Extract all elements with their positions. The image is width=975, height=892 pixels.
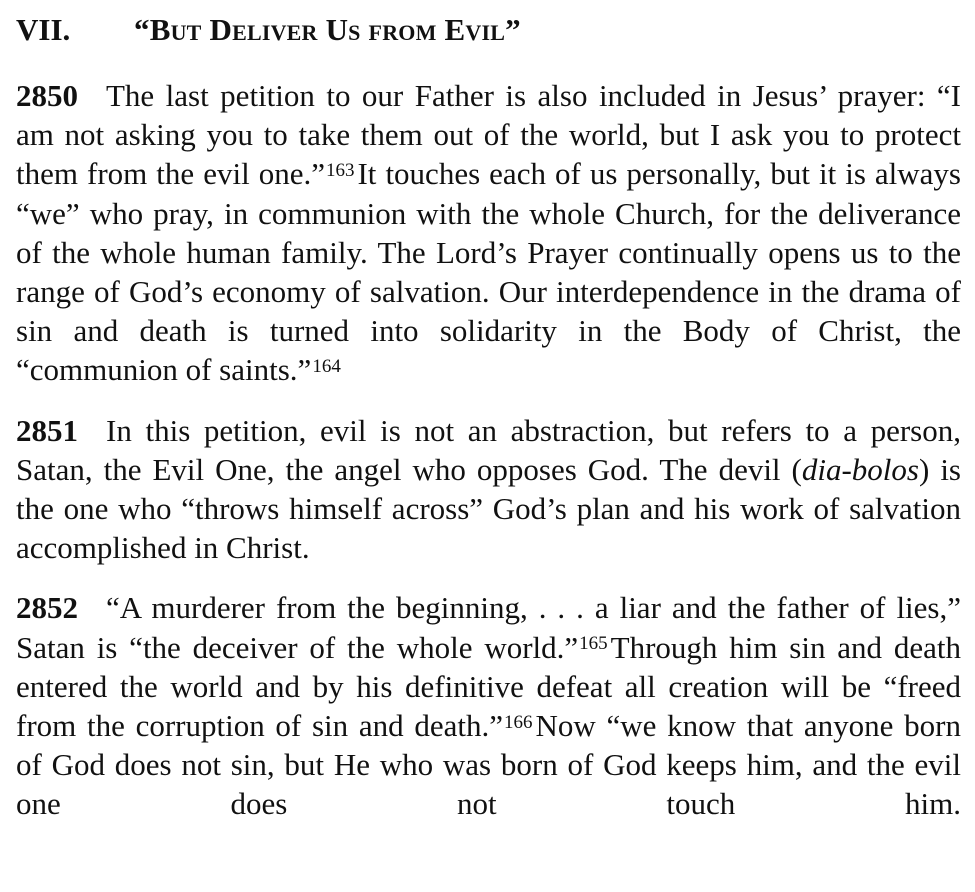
italic-term: dia-bolos (801, 451, 919, 487)
paragraph-text: ) is the one who “throws himself across” God’s plan and his work of salvation accomplished in Christ. (16, 451, 961, 566)
paragraph-text: Through him sin and death entered the world and by his definitive defeat all creation will be “freed from the corruption of sin and death.” (16, 629, 961, 744)
paragraph-text: Now “we know that anyone born of God does not sin, but He who was born of God keeps him, and the evil one does not touch him. (16, 708, 961, 822)
paragraph-text: It touches each of us personally, but it is always “we” who pray, in communion with the whole Church, for the deliverance of the whole human family. The Lord’s Prayer continually opens us to the range of God’s economy of salvation. Our interdependence in the drama of sin and death is turned into solidarity in the Body of Christ, the “communion of saints.” (16, 156, 961, 388)
section-number: VII. (16, 12, 71, 47)
paragraph-2851 (16, 411, 961, 568)
paragraph-number: 2850 (16, 78, 78, 113)
footnote-ref[interactable]: 166 (503, 711, 533, 733)
paragraph-text: In this petition, evil is not an abstraction, but refers to a person, Satan, the Evil One, the angel who opposes God. The devil ( (16, 412, 961, 487)
section-heading (16, 10, 961, 50)
footnote-ref[interactable]: 163 (325, 159, 355, 181)
paragraph-text: “A murderer from the beginning, . . . a liar and the father of lies,” Satan is “the deceiver of the whole world.” (16, 590, 961, 665)
section-title: “But Deliver Us from Evil” (134, 12, 521, 47)
paragraph-text: The last petition to our Father is also included in Jesus’ prayer: “I am not asking you to take them out of the world, but I ask you to protect them from the evil one.” (16, 78, 961, 192)
paragraph-number: 2852 (16, 590, 78, 626)
paragraph-number: 2851 (16, 412, 78, 448)
paragraph-2850 (16, 76, 961, 390)
footnote-ref[interactable]: 164 (312, 355, 341, 377)
paragraph-2852 (16, 588, 961, 823)
footnote-ref[interactable]: 165 (579, 633, 608, 655)
